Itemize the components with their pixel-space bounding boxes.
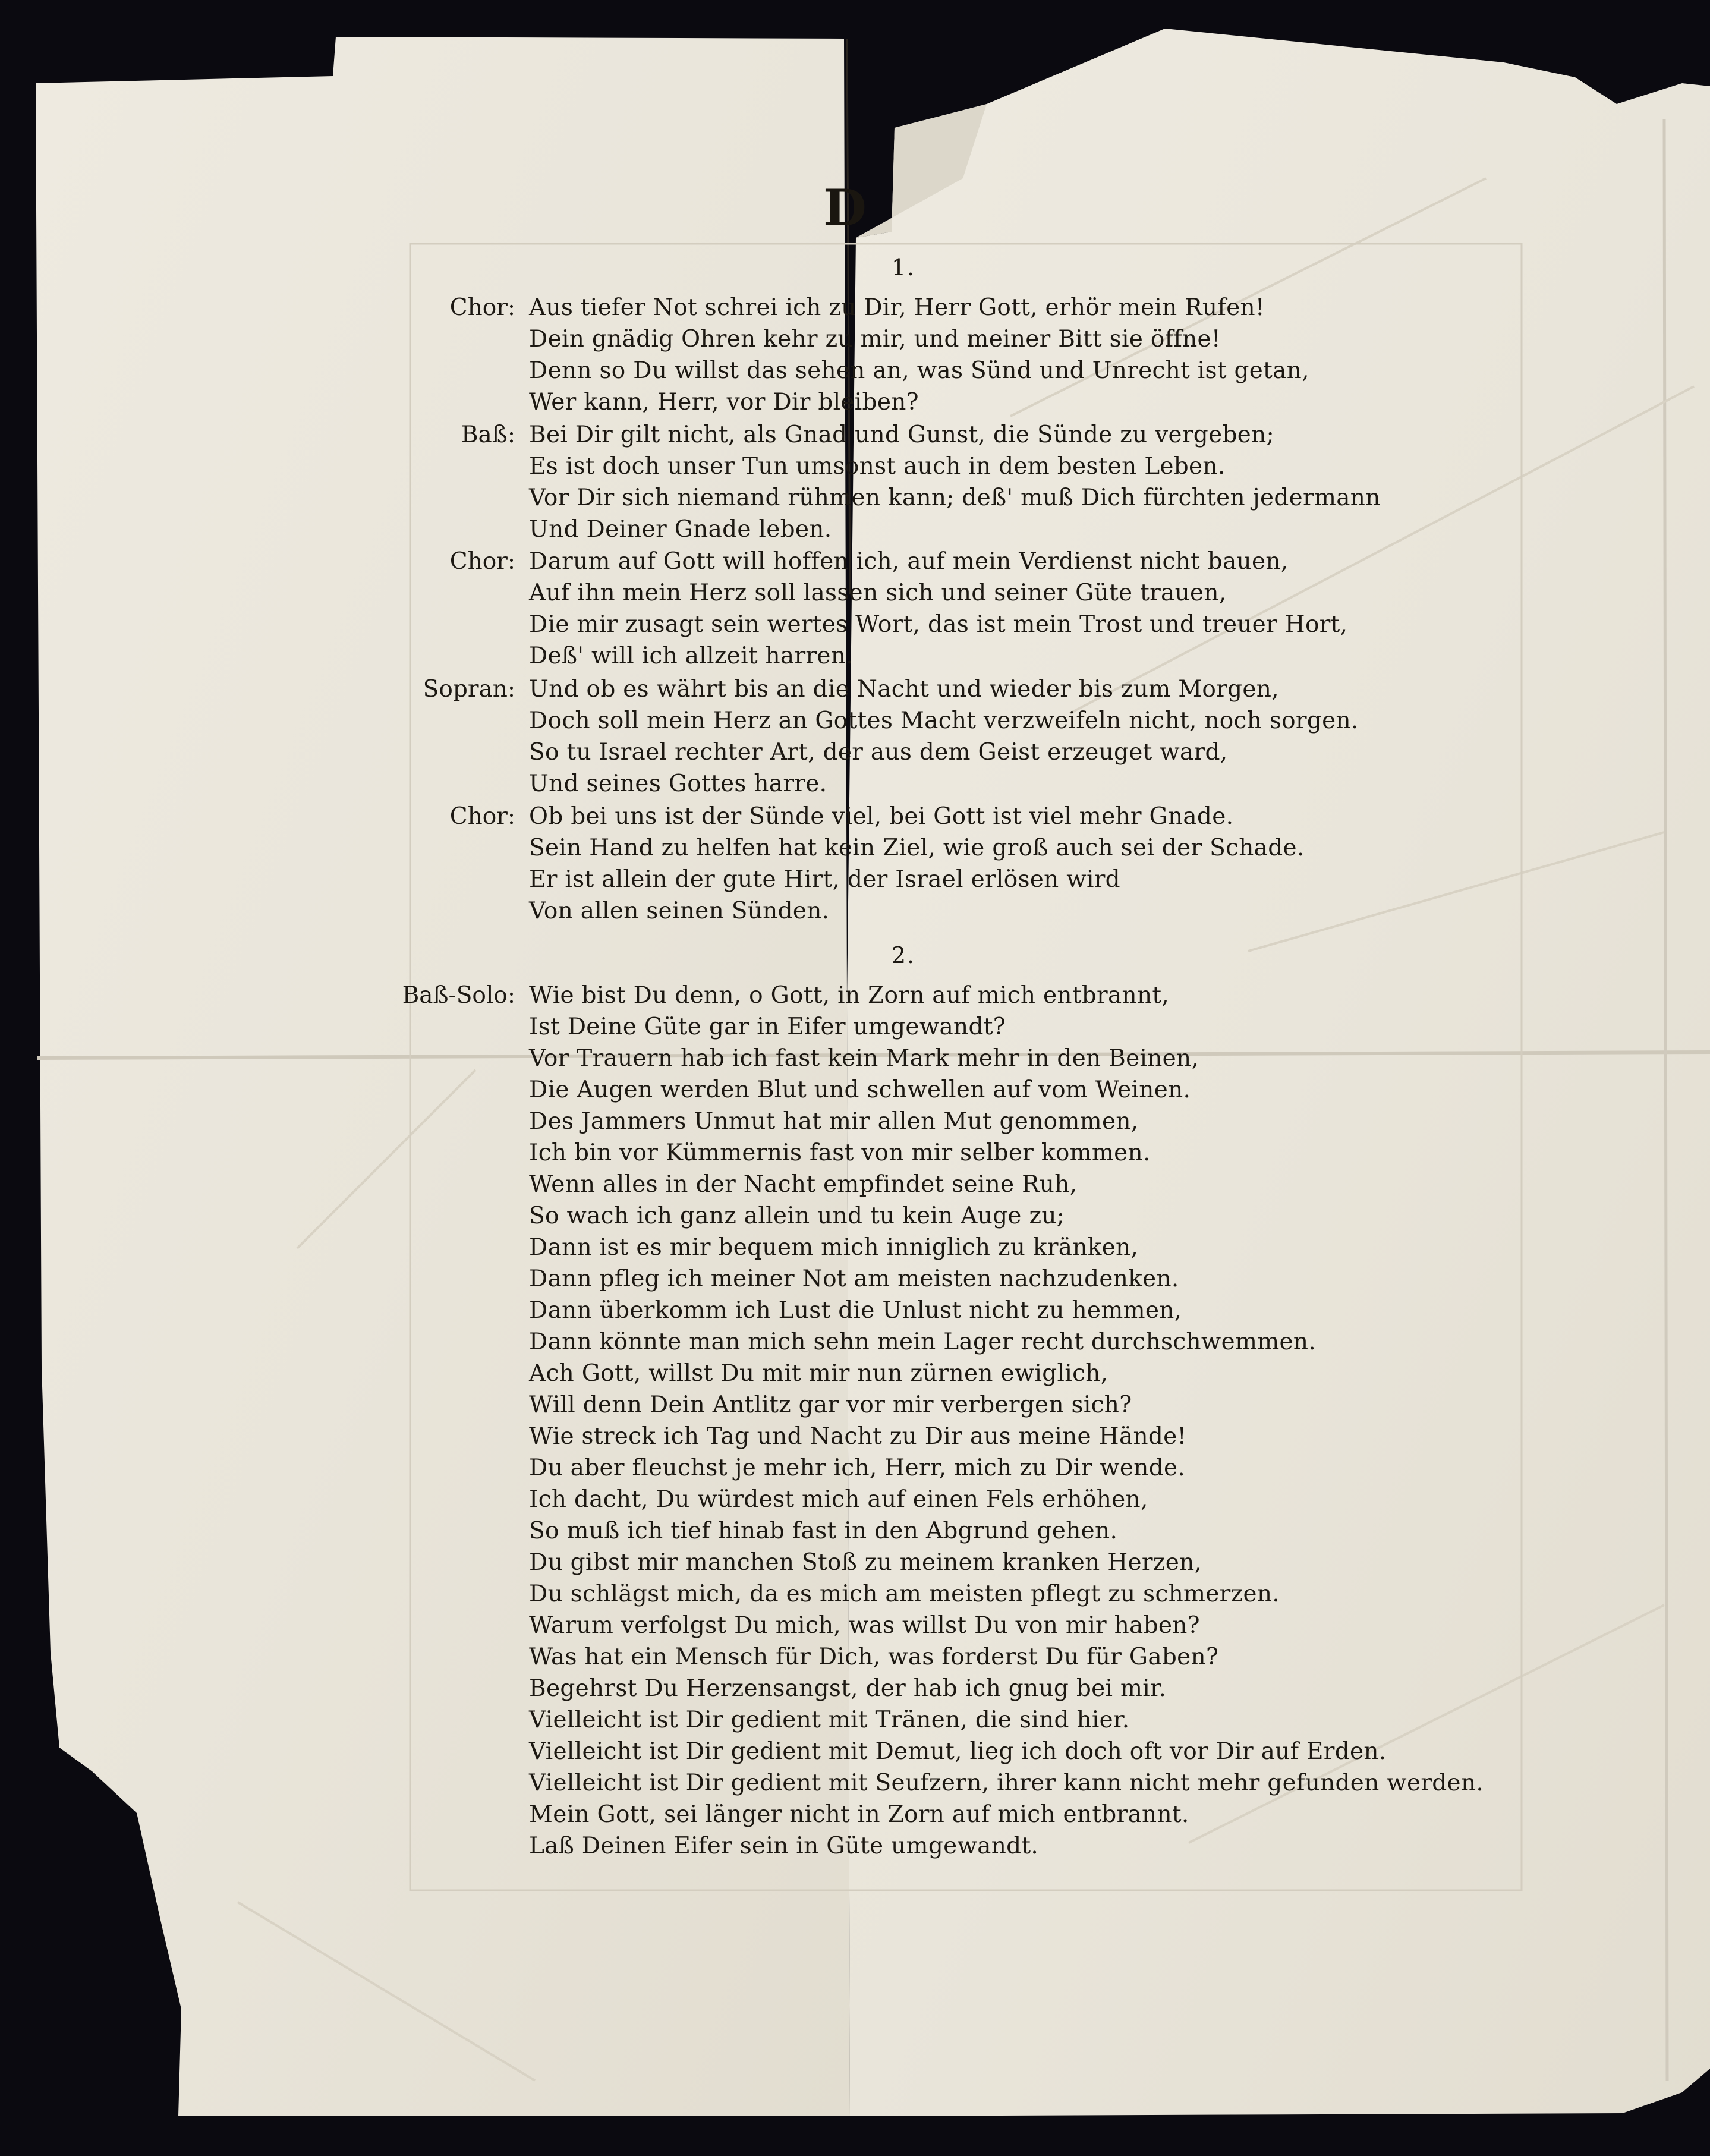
- speaker-label: Chor:: [449, 803, 515, 830]
- verse-line: Es ist doch unser Tun umsonst auch in dem besten Leben.: [529, 453, 1226, 480]
- verse-line: Die mir zusagt sein wertes Wort, das ist mein Trost und treuer Hort,: [529, 611, 1348, 638]
- verse-line: Ob bei uns ist der Sünde viel, bei Gott ist viel mehr Gnade.: [529, 803, 1234, 830]
- verse-line: Von allen seinen Sünden.: [529, 898, 830, 924]
- speaker-label: Chor:: [449, 548, 515, 575]
- verse-line: Wie streck ich Tag und Nacht zu Dir aus meine Hände!: [529, 1423, 1187, 1450]
- verse-line: Und Deiner Gnade leben.: [529, 516, 832, 543]
- verse-line: Darum auf Gott will hoffen ich, auf mein Verdienst nicht bauen,: [529, 548, 1289, 575]
- verse-line: Und seines Gottes harre.: [529, 770, 827, 797]
- verse-line: So tu Israel rechter Art, der aus dem Geist erzeuget ward,: [529, 739, 1228, 766]
- verse-line: Will denn Dein Antlitz gar vor mir verbergen sich?: [529, 1392, 1132, 1418]
- verse-line: Dein gnädig Ohren kehr zu mir, und meiner Bitt sie öffne!: [529, 326, 1221, 352]
- verse-line: Du gibst mir manchen Stoß zu meinem kranken Herzen,: [529, 1549, 1202, 1576]
- verse-line: Was hat ein Mensch für Dich, was forderst Du für Gaben?: [529, 1644, 1219, 1670]
- verse-line: Vielleicht ist Dir gedient mit Tränen, die sind hier.: [529, 1707, 1130, 1733]
- verse-line: Vielleicht ist Dir gedient mit Seufzern, ihrer kann nicht mehr gefunden werden.: [529, 1770, 1484, 1796]
- verse-line: Mein Gott, sei länger nicht in Zorn auf mich entbrannt.: [529, 1801, 1189, 1828]
- verse-line: Begehrst Du Herzensangst, der hab ich gnug bei mir.: [529, 1675, 1167, 1702]
- verse-line: So muß ich tief hinab fast in den Abgrund gehen.: [529, 1518, 1118, 1544]
- verse-line: Sein Hand zu helfen hat kein Ziel, wie groß auch sei der Schade.: [529, 835, 1305, 861]
- speaker-label: Baß:: [461, 421, 515, 448]
- verse-line: Wie bist Du denn, o Gott, in Zorn auf mich entbrannt,: [529, 982, 1170, 1009]
- verse-line: Ach Gott, willst Du mit mir nun zürnen ewiglich,: [529, 1360, 1108, 1387]
- verse-line: Warum verfolgst Du mich, was willst Du von mir haben?: [529, 1612, 1200, 1639]
- verse-line: Auf ihn mein Herz soll lassen sich und seiner Güte trauen,: [529, 580, 1227, 606]
- verse-line: Vor Trauern hab ich fast kein Mark mehr in den Beinen,: [529, 1045, 1199, 1072]
- verse-line: Doch soll mein Herz an Gottes Macht verzweifeln nicht, noch sorgen.: [529, 707, 1359, 734]
- verse-line: Die Augen werden Blut und schwellen auf vom Weinen.: [529, 1077, 1191, 1103]
- verse-line: Dann überkomm ich Lust die Unlust nicht zu hemmen,: [529, 1297, 1182, 1324]
- verse-line: Dann pfleg ich meiner Not am meisten nachzudenken.: [529, 1266, 1179, 1292]
- verse-line: Aus tiefer Not schrei ich zu Dir, Herr Gott, erhör mein Rufen!: [529, 294, 1265, 321]
- verse-line: Ich bin vor Kümmernis fast von mir selber kommen.: [529, 1140, 1151, 1166]
- verse-line: Laß Deinen Eifer sein in Güte umgewandt.: [529, 1833, 1039, 1859]
- speaker-label: Chor:: [449, 294, 515, 321]
- section-2-number: 2.: [891, 942, 916, 968]
- speaker-label: Sopran:: [423, 676, 515, 703]
- verse-line: Er ist allein der gute Hirt, der Israel erlösen wird: [529, 866, 1120, 893]
- verse-line: So wach ich ganz allein und tu kein Auge zu;: [529, 1203, 1065, 1229]
- verse-line: Vor Dir sich niemand rühmen kann; deß' muß Dich fürchten jedermann: [529, 484, 1381, 511]
- verse-line: Denn so Du willst das sehen an, was Sünd und Unrecht ist getan,: [529, 357, 1309, 384]
- verse-line: Und ob es währt bis an die Nacht und wieder bis zum Morgen,: [529, 676, 1279, 703]
- verse-line: Wer kann, Herr, vor Dir bleiben?: [529, 389, 919, 416]
- verse-line: Deß' will ich allzeit harren.: [529, 643, 854, 669]
- title-fragment: D: [823, 178, 867, 237]
- section-1-number: 1.: [891, 254, 916, 281]
- verse-line: Ist Deine Güte gar in Eifer umgewandt?: [529, 1014, 1006, 1040]
- verse-line: Dann ist es mir bequem mich inniglich zu kränken,: [529, 1234, 1139, 1261]
- verse-line: Vielleicht ist Dir gedient mit Demut, lieg ich doch oft vor Dir auf Erden.: [529, 1738, 1387, 1765]
- verse-line: Ich dacht, Du würdest mich auf einen Fels erhöhen,: [529, 1486, 1148, 1513]
- verse-line: Wenn alles in der Nacht empfindet seine Ruh,: [529, 1171, 1078, 1198]
- verse-line: Bei Dir gilt nicht, als Gnad und Gunst, die Sünde zu vergeben;: [529, 421, 1274, 448]
- verse-line: Dann könnte man mich sehn mein Lager recht durchschwemmen.: [529, 1329, 1317, 1355]
- verse-line: Du schlägst mich, da es mich am meisten pflegt zu schmerzen.: [529, 1581, 1280, 1607]
- verse-line: Des Jammers Unmut hat mir allen Mut genommen,: [529, 1108, 1139, 1135]
- speaker-label: Baß-Solo:: [402, 982, 515, 1009]
- verse-line: Du aber fleuchst je mehr ich, Herr, mich zu Dir wende.: [529, 1455, 1186, 1481]
